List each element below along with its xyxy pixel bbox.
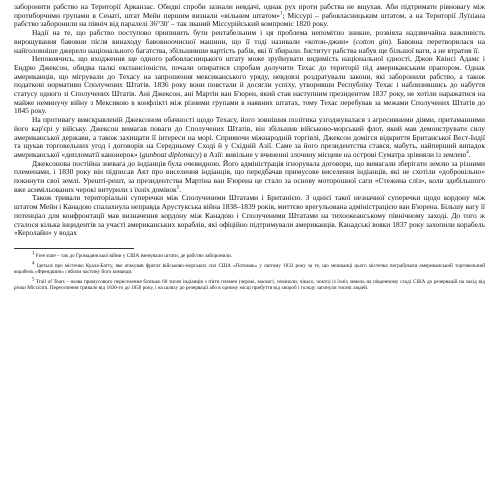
paragraph-1-text: Надії на те, що рабство поступово припинить бути рентабельним і ця проблема непомітно зникне, розвіяла надзвичайна важливість вирощування бавовни після винаходу бавовноочисної машини, що її тоді називали «котон-джин» ( — [14, 28, 485, 46]
body-text — [14, 3, 485, 238]
footnote-1 — [14, 253, 485, 259]
footnote-4 — [14, 263, 485, 275]
paragraph-0 — [14, 3, 485, 29]
footnote-5-number: 5 — [32, 277, 35, 283]
paragraph-3-tail: ) в Азії: вивільне у вчиненні злочину місцеве на острові Суматра зрівняли із землею — [199, 149, 467, 159]
footnote-4-number: 4 — [32, 261, 35, 267]
paragraph-1 — [14, 29, 485, 55]
paragraph-3-tail2: . — [468, 149, 471, 159]
paragraph-5-text: Також тривали територіальні суперечки між Сполученими Штатами і Британією. З однієї такої незначної суперечки щодо кордону між штатом Мейн і Канадою спалахнула неправда Арустукська війна 1838–1839 років, миттєво врегульована адміністрацією ван Б'юрена. Більшу вагу її потенціал для конфронтації мав визначення кордону між Канадою і Сполученими Штатами на тихоокеанському північному заході. До того ж сталося кілька інцидентів за участі американських кораблів, які офіційно підтримували американців. Канадські вояки 1837 року захопили корабель «Керолайн» у водах — [14, 193, 485, 238]
paragraph-3 — [14, 116, 485, 160]
footnote-divider — [14, 248, 134, 249]
paragraph-1-tail: ). Бавовна перетворилася на найголовніше джерело національного багатства, збільшивши вартість рабів, які її збирали. Інститут рабства набув ще більшої ваги, а не втратив її. — [14, 36, 485, 55]
footnote-ref-1[interactable]: 1 — [279, 11, 283, 17]
footnote-ref-5[interactable]: 5 — [176, 185, 180, 191]
footnote-1-number: 1 — [32, 251, 35, 257]
paragraph-0-tail: ; Міссурі – рабовласницьким штатом, а на Території Луїзіана рабство заборонили на північ від паралелі 36°30′ – так званий Міссурійський компроміс 1820 року. — [14, 10, 485, 29]
footnote-5 — [14, 279, 485, 291]
footnote-ref-4[interactable]: 4 — [466, 150, 469, 156]
paragraph-3-text: На противагу вияскравленій Джексоном обачності щодо Техасу, його зовнішня політика узгоджувалася з агресивними діями, притаманними його кар'єрі у війську. Джексон вимагав поваги до Сполучених Штатів, він збільшив військово-морський флот, який мав демонструвати силу американської держави, а також захищати її інтереси на морі. Сприяючи міжнародній торгівлі, Джексон домігся відкриття Британської Вест-Індії та щукав торговельних угод і договорів на Середньому Сході й у Східній Азії. Саме за його президентства стався, мабуть, найперший випадок американської «дипломатії канонерок» ( — [14, 115, 485, 159]
footnote-4-text: Ідеться про містечко Куала-Батту, яке атакував фрегат військово-морських сил США «Потомак» у лютому 1832 року за те, що мешканці цього містечка пограбували американський торговельний корабель «Френдшип» і вбили частину його команди. — [14, 263, 486, 276]
footnote-5-text: Trail of Tears – назва примусового переселення близько 60 тисяч індіанців з п'яти племен (черокі, маскогі, семіноли, чікасо, чокто) із їхніх земель на південному сході США до резервацій на захід від річки Міссісіпі. Переселення тривало від 1830-го до 1850 року, і на шляху до резервації або в одному місці прибуття від хвороб і голоду загинули тисячі людей. — [14, 279, 485, 292]
footnotes — [14, 248, 485, 291]
paragraph-2-text: Непокоячись, що входження ще одного рабовласницького штату може зруйнувати видимість національної єдності, Джон Квінсі Адамс і Ендрю Джексон, обидва палкі експансіоністи, почали опиратися спробам долучити Техас до території під американським прапором. Однак американців, що мігрували до Техасу на запрошення мексиканського уряду, невдовзі роздратували закони, які заборонили рабство, а також податкові нормативи Сполучених Штатів. 1836 року вони повстали й досягли успіху, утворивши Республіку Техас і наблизившись до набуття статусу одного зі Сполучених Штатів. Ані Джексон, ані Мартін ван Б'юрен, який став наступним президентом 1837 року, не хотіли наражатися на майже неминучу війну з Мексикою в конфлікті між різними групами в наявних штатах, тому Техас перебував за межами Сполучених Штатів до 1845 року. — [14, 54, 485, 116]
paragraph-4-text: Джексонова постійна зневага до індіанців була очевидною. Його адміністрація ігнорувала договори, що вимагали зберігати землю за різними племенами, і 1830 року він підписав Акт про виселення індіанців, що передбачав примусове виселення індіанців, які не схотіли «добровільно» покинути свої землі. Урешті-решт, за президентства Мартіна ван Б'юрена це стало за основу моторошної саги «Стежина сліз», коли здебільшого вже асимільованих черокі витурили з їхніх домівок — [14, 158, 485, 194]
paragraph-5 — [14, 194, 485, 238]
paragraph-3-italic: gunboat diplomacy — [142, 149, 200, 159]
paragraph-4-tail: . — [179, 184, 182, 194]
paragraph-1-italic: cotton gin — [355, 36, 389, 46]
paragraph-0-text: заборонити рабство на Території Арканзас. Обидві спроби зазнали невдачі, однак рух проти рабства не вщухав. Аби підтримати рівновагу між протиборчими групами в Сенаті, штат Мейн першим визнали «вільним штатом» — [14, 2, 485, 20]
footnote-1-text: Free state – так до Громадянської війни у США іменували штати, де рабство заборонили. — [35, 252, 233, 259]
paragraph-2 — [14, 55, 485, 116]
paragraph-4 — [14, 160, 485, 195]
